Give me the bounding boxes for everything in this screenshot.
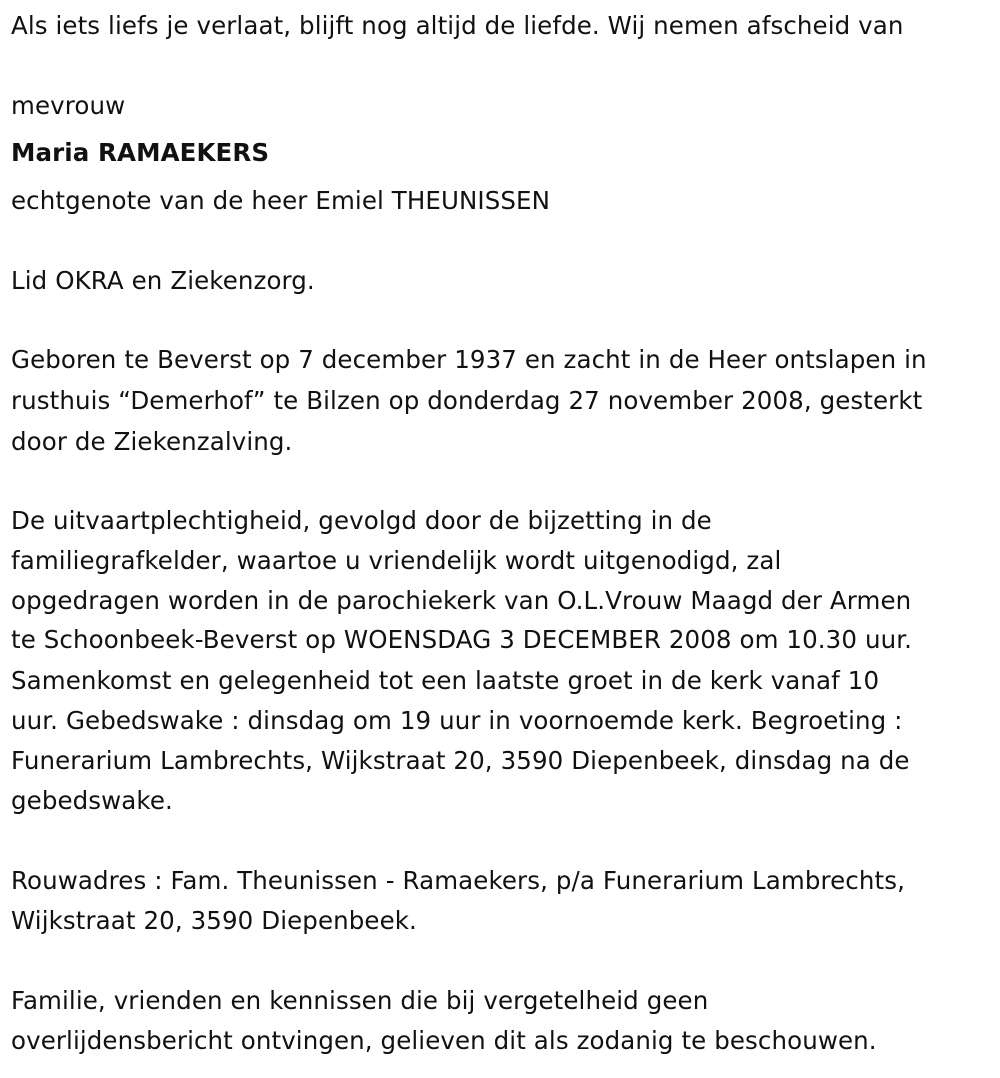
birth-death-line-2: rusthuis “Demerhof” te Bilzen op donderdag 27 november 2008, gesterkt [11, 386, 923, 415]
funeral-line-5: Samenkomst en gelegenheid tot een laatste groet in de kerk vanaf 10 [11, 666, 880, 695]
funeral-line-3: opgedragen worden in de parochiekerk van O.L.Vrouw Maagd der Armen [11, 586, 912, 615]
spouse-line: echtgenote van de heer Emiel THEUNISSEN [11, 186, 551, 215]
mourning-address-line-1: Rouwadres : Fam. Theunissen - Ramaekers, p/a Funerarium Lambrechts, [11, 866, 905, 895]
funeral-line-8: gebedswake. [11, 786, 173, 815]
funeral-line-6: uur. Gebedswake : dinsdag om 19 uur in voornoemde kerk. Begroeting : [11, 706, 903, 735]
birth-death-line-3: door de Ziekenzalving. [11, 427, 293, 456]
opening-line: Als iets liefs je verlaat, blijft nog altijd de liefde. Wij nemen afscheid van [11, 11, 904, 40]
closing-line-2: overlijdensbericht ontvingen, gelieven dit als zodanig te beschouwen. [11, 1026, 877, 1055]
membership-line: Lid OKRA en Ziekenzorg. [11, 266, 315, 295]
closing-line-1: Familie, vrienden en kennissen die bij vergetelheid geen [11, 986, 709, 1015]
funeral-line-2: familiegrafkelder, waartoe u vriendelijk wordt uitgenodigd, zal [11, 546, 782, 575]
honorific: mevrouw [11, 91, 126, 120]
mourning-address-line-2: Wijkstraat 20, 3590 Diepenbeek. [11, 906, 417, 935]
funeral-line-4: te Schoonbeek-Beverst op WOENSDAG 3 DECEMBER 2008 om 10.30 uur. [11, 625, 913, 654]
funeral-line-7: Funerarium Lambrechts, Wijkstraat 20, 3590 Diepenbeek, dinsdag na de [11, 746, 910, 775]
birth-death-line-1: Geboren te Beverst op 7 december 1937 en zacht in de Heer ontslapen in [11, 345, 927, 374]
deceased-name: Maria RAMAEKERS [11, 138, 270, 167]
funeral-line-1: De uitvaartplechtigheid, gevolgd door de bijzetting in de [11, 506, 712, 535]
